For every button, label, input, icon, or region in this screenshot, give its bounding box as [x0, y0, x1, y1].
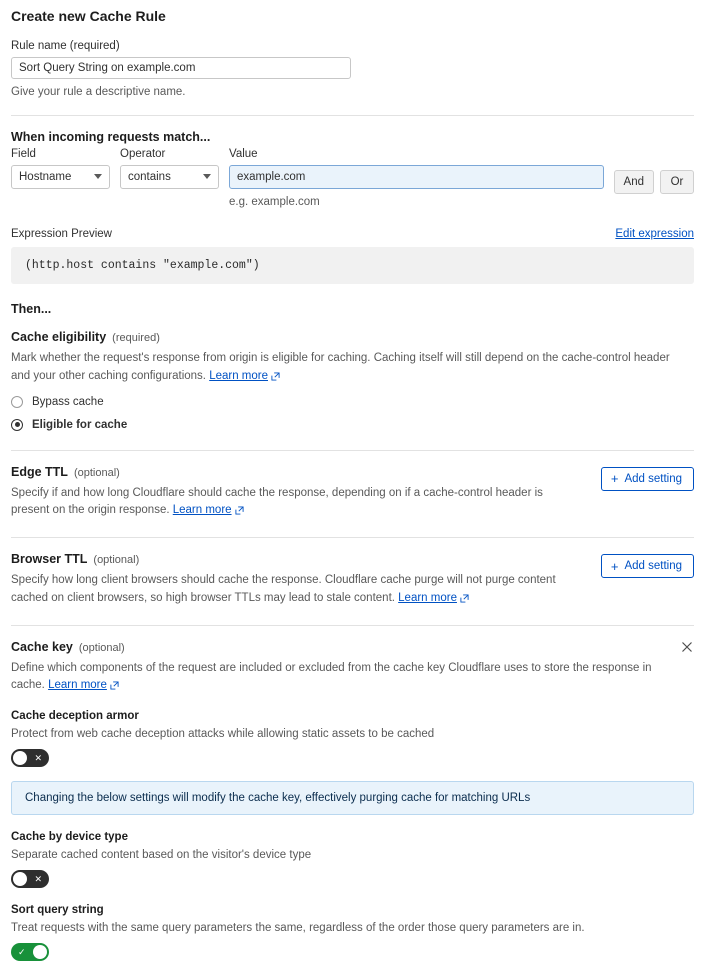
expression-code: (http.host contains "example.com")	[11, 247, 694, 284]
rule-name-input[interactable]	[11, 57, 351, 79]
value-label: Value	[229, 147, 258, 160]
cache-key-header	[11, 640, 694, 654]
browser-ttl-add-setting-button[interactable]	[601, 554, 694, 578]
cache-eligibility-description	[11, 350, 686, 385]
external-link-icon	[271, 372, 280, 381]
rule-name-help: Give your rule a descriptive name.	[11, 86, 186, 98]
plus-icon: +	[610, 471, 619, 487]
edit-expression-link[interactable]: Edit expression	[615, 228, 694, 241]
cache-deception-armor-setting	[11, 710, 694, 767]
cache-by-device-type-label: Cache by device type	[11, 831, 128, 844]
browser-ttl-add-setting-label: Add setting	[624, 560, 682, 573]
operator-column	[120, 148, 219, 189]
operator-label: Operator	[120, 147, 166, 160]
learn-more-label: Learn more	[398, 591, 457, 604]
value-hint: e.g. example.com	[229, 195, 320, 208]
edge-ttl-add-setting-label: Add setting	[624, 472, 682, 485]
radio-eligible-for-cache-label: Eligible for cache	[32, 418, 128, 431]
sort-query-string-description: Treat requests with the same query parameters the same, regardless of the order those query parameters are in.	[11, 922, 585, 935]
external-link-icon	[235, 506, 244, 515]
expression-preview-header	[11, 228, 694, 240]
edge-ttl-block	[11, 465, 694, 520]
toggle-knob	[13, 751, 27, 765]
and-button[interactable]: And	[614, 170, 654, 194]
cache-deception-armor-description: Protect from web cache deception attacks while allowing static assets to be cached	[11, 728, 435, 741]
browser-ttl-description	[11, 572, 571, 607]
divider-edge-ttl	[11, 450, 694, 451]
cache-eligibility-required-tag: (required)	[112, 332, 160, 345]
browser-ttl-learn-more-link[interactable]	[398, 590, 469, 607]
browser-ttl-block	[11, 552, 694, 607]
edge-ttl-description-text: Specify if and how long Cloudflare should cache the response, depending on if a cache-control header is present on the origin response.	[11, 486, 543, 517]
cache-by-device-type-description: Separate cached content based on the visitor's device type	[11, 849, 312, 862]
cache-eligibility-description-text: Mark whether the request's response from origin is eligible for caching. Caching itself will still depend on the cache-control header and your other caching configurations.	[11, 352, 670, 382]
browser-ttl-title: Browser TTL	[11, 552, 88, 567]
rule-name-label: Rule name (required)	[11, 40, 120, 52]
cache-eligibility-learn-more-link[interactable]	[209, 368, 280, 385]
browser-ttl-text	[11, 552, 585, 607]
value-column	[229, 148, 604, 211]
toggle-knob	[33, 945, 47, 959]
rule-name-group	[11, 40, 694, 101]
learn-more-label: Learn more	[209, 369, 268, 382]
toggle-mark: ✕	[34, 873, 42, 884]
sort-query-string-toggle[interactable]	[11, 943, 49, 961]
cache-by-device-type-setting	[11, 831, 694, 888]
toggle-knob	[13, 872, 27, 886]
toggle-mark: ✓	[18, 946, 26, 957]
chevron-down-icon	[203, 174, 211, 179]
then-title: Then...	[11, 302, 52, 317]
cache-key-block	[11, 640, 694, 962]
browser-ttl-optional-tag: (optional)	[93, 554, 140, 567]
external-link-icon	[110, 681, 119, 690]
or-button[interactable]: Or	[660, 170, 694, 194]
cache-eligibility-title: Cache eligibility	[11, 330, 107, 345]
edge-ttl-add-setting-button[interactable]	[601, 467, 694, 491]
field-select-value: Hostname	[19, 170, 72, 183]
cache-key-title: Cache key	[11, 639, 73, 654]
edge-ttl-description	[11, 485, 571, 520]
cache-key-description	[11, 660, 686, 695]
field-label: Field	[11, 147, 36, 160]
divider-cache-key	[11, 625, 694, 626]
operator-select[interactable]	[120, 165, 219, 189]
cache-eligibility-header	[11, 330, 694, 344]
match-section-title: When incoming requests match...	[11, 129, 211, 144]
and-or-buttons	[614, 170, 694, 194]
radio-bypass-cache-label: Bypass cache	[32, 395, 104, 408]
expression-preview-label: Expression Preview	[11, 228, 112, 241]
chevron-down-icon	[94, 174, 102, 179]
cache-key-description-text: Define which components of the request are included or excluded from the cache key Cloudflare uses to store the response in cache.	[11, 661, 652, 692]
radio-icon	[11, 396, 23, 408]
operator-select-value: contains	[128, 170, 171, 183]
edge-ttl-text	[11, 465, 585, 520]
radio-icon-selected	[11, 419, 23, 431]
match-row	[11, 148, 694, 211]
close-icon[interactable]	[680, 640, 694, 654]
sort-query-string-label: Sort query string	[11, 904, 104, 917]
edge-ttl-header	[11, 465, 585, 479]
field-select[interactable]	[11, 165, 110, 189]
field-column	[11, 148, 110, 189]
plus-icon: +	[610, 558, 619, 574]
cache-deception-armor-toggle[interactable]	[11, 749, 49, 767]
bottom-spacer	[11, 961, 694, 975]
learn-more-label: Learn more	[48, 679, 107, 692]
value-input[interactable]	[229, 165, 604, 189]
edge-ttl-optional-tag: (optional)	[73, 466, 120, 479]
divider-browser-ttl	[11, 537, 694, 538]
cache-key-optional-tag: (optional)	[78, 641, 125, 654]
cache-by-device-type-toggle[interactable]	[11, 870, 49, 888]
sort-query-string-setting	[11, 904, 694, 961]
cache-key-learn-more-link[interactable]	[48, 677, 119, 694]
browser-ttl-header	[11, 552, 585, 566]
cache-key-notice: Changing the below settings will modify the cache key, effectively purging cache for matching URLs	[11, 781, 694, 815]
toggle-mark: ✕	[34, 752, 42, 763]
external-link-icon	[460, 594, 469, 603]
divider-match	[11, 115, 694, 116]
page-title: Create new Cache Rule	[11, 8, 166, 24]
cache-deception-armor-label: Cache deception armor	[11, 710, 139, 723]
learn-more-label: Learn more	[172, 504, 232, 517]
browser-ttl-description-text: Specify how long client browsers should cache the response. Cloudflare cache purge will not purge content cached on client browsers, so high browser TTLs may lead to stale content.	[11, 574, 556, 604]
radio-eligible-for-cache[interactable]	[11, 419, 694, 431]
cache-eligibility-block	[11, 330, 694, 431]
radio-bypass-cache[interactable]	[11, 396, 694, 408]
edge-ttl-title: Edge TTL	[11, 464, 68, 479]
edge-ttl-learn-more-link[interactable]	[173, 502, 244, 519]
